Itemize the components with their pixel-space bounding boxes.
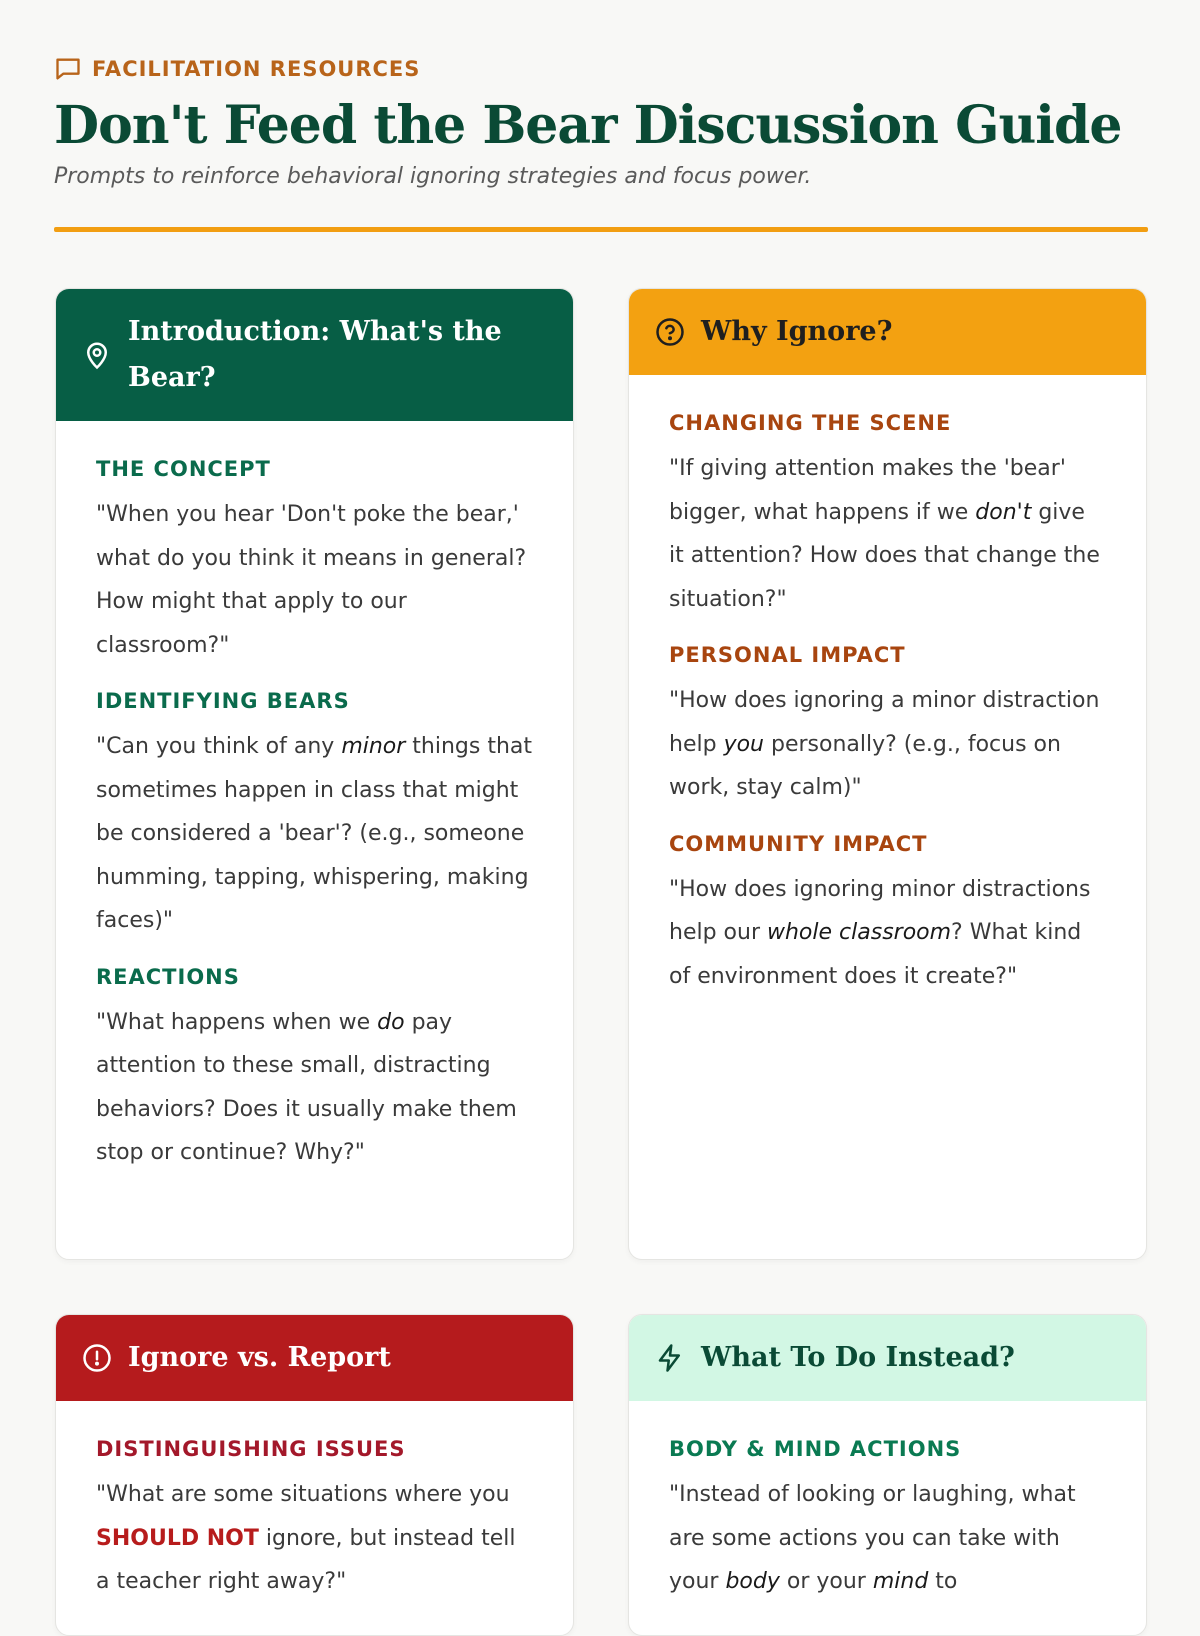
section-text: "What happens when we do pay attention to these small, distracting behaviors? Does it usually make them stop or continue? Why?" [96,1009,517,1165]
location-pin-icon [82,340,112,370]
section-text: "Can you think of any minor things that sometimes happen in class that might be considered a 'bear'? (e.g., someone humming, tapping, whispering, making faces)" [96,734,533,933]
section-title: CHANGING THE SCENE [669,411,952,435]
section-title: THE CONCEPT [96,457,271,481]
card-header [56,289,573,421]
section-title: PERSONAL IMPACT [669,643,906,667]
page-subtitle: Prompts to reinforce behavioral ignoring strategies and focus power. [54,164,812,189]
card-introduction [55,288,574,1260]
alert-circle-icon [82,1343,112,1373]
chat-bubble-icon [54,55,82,83]
card-body [56,1401,573,1636]
section-text: "If giving attention makes the 'bear' bigger, what happens if we don't give it attention? How does that change the situation?" [669,456,1100,612]
card-header [629,1315,1146,1401]
card-header [629,289,1146,375]
section-title: COMMUNITY IMPACT [669,831,928,856]
card-body [629,375,1146,1050]
card-why-ignore [628,288,1147,1260]
eyebrow-label: FACILITATION RESOURCES [92,57,421,81]
card-title: What To Do Instead? [701,1342,1015,1373]
card-body [56,421,573,1227]
header-divider [54,227,1148,232]
section-title: DISTINGUISHING ISSUES [96,1437,406,1461]
card-title: Why Ignore? [701,316,893,347]
card-ignore-vs-report [55,1314,574,1636]
page-title: Don't Feed the Bear Discussion Guide [54,95,1122,156]
section-text: "How does ignoring minor distractions help our whole classroom? What kind of environment does it create?" [669,876,1091,989]
card-title: Introduction: What's the Bear? [128,316,502,393]
section-text: "Instead of looking or laughing, what are some actions you can take with your body or your mind to [669,1482,1076,1594]
page-header [54,52,1148,189]
section-title: IDENTIFYING BEARS [96,689,350,713]
card-what-to-do-instead [628,1314,1147,1636]
section-title: BODY & MIND ACTIONS [669,1437,962,1461]
question-circle-icon [655,317,685,347]
eyebrow [54,52,1148,86]
section-text: "What are some situations where you SHOULD NOT ignore, but instead tell a teacher right away?" [96,1482,516,1594]
card-title: Ignore vs. Report [128,1342,391,1373]
section-text: "How does ignoring a minor distraction help you personally? (e.g., focus on work, stay calm)" [669,688,1100,800]
section-text: "When you hear 'Don't poke the bear,' what do you think it means in general? How might that apply to our classroom?" [96,502,527,658]
section-title: REACTIONS [96,964,240,989]
lightning-bolt-icon [655,1343,685,1373]
card-body [629,1401,1146,1636]
card-header [56,1315,573,1401]
